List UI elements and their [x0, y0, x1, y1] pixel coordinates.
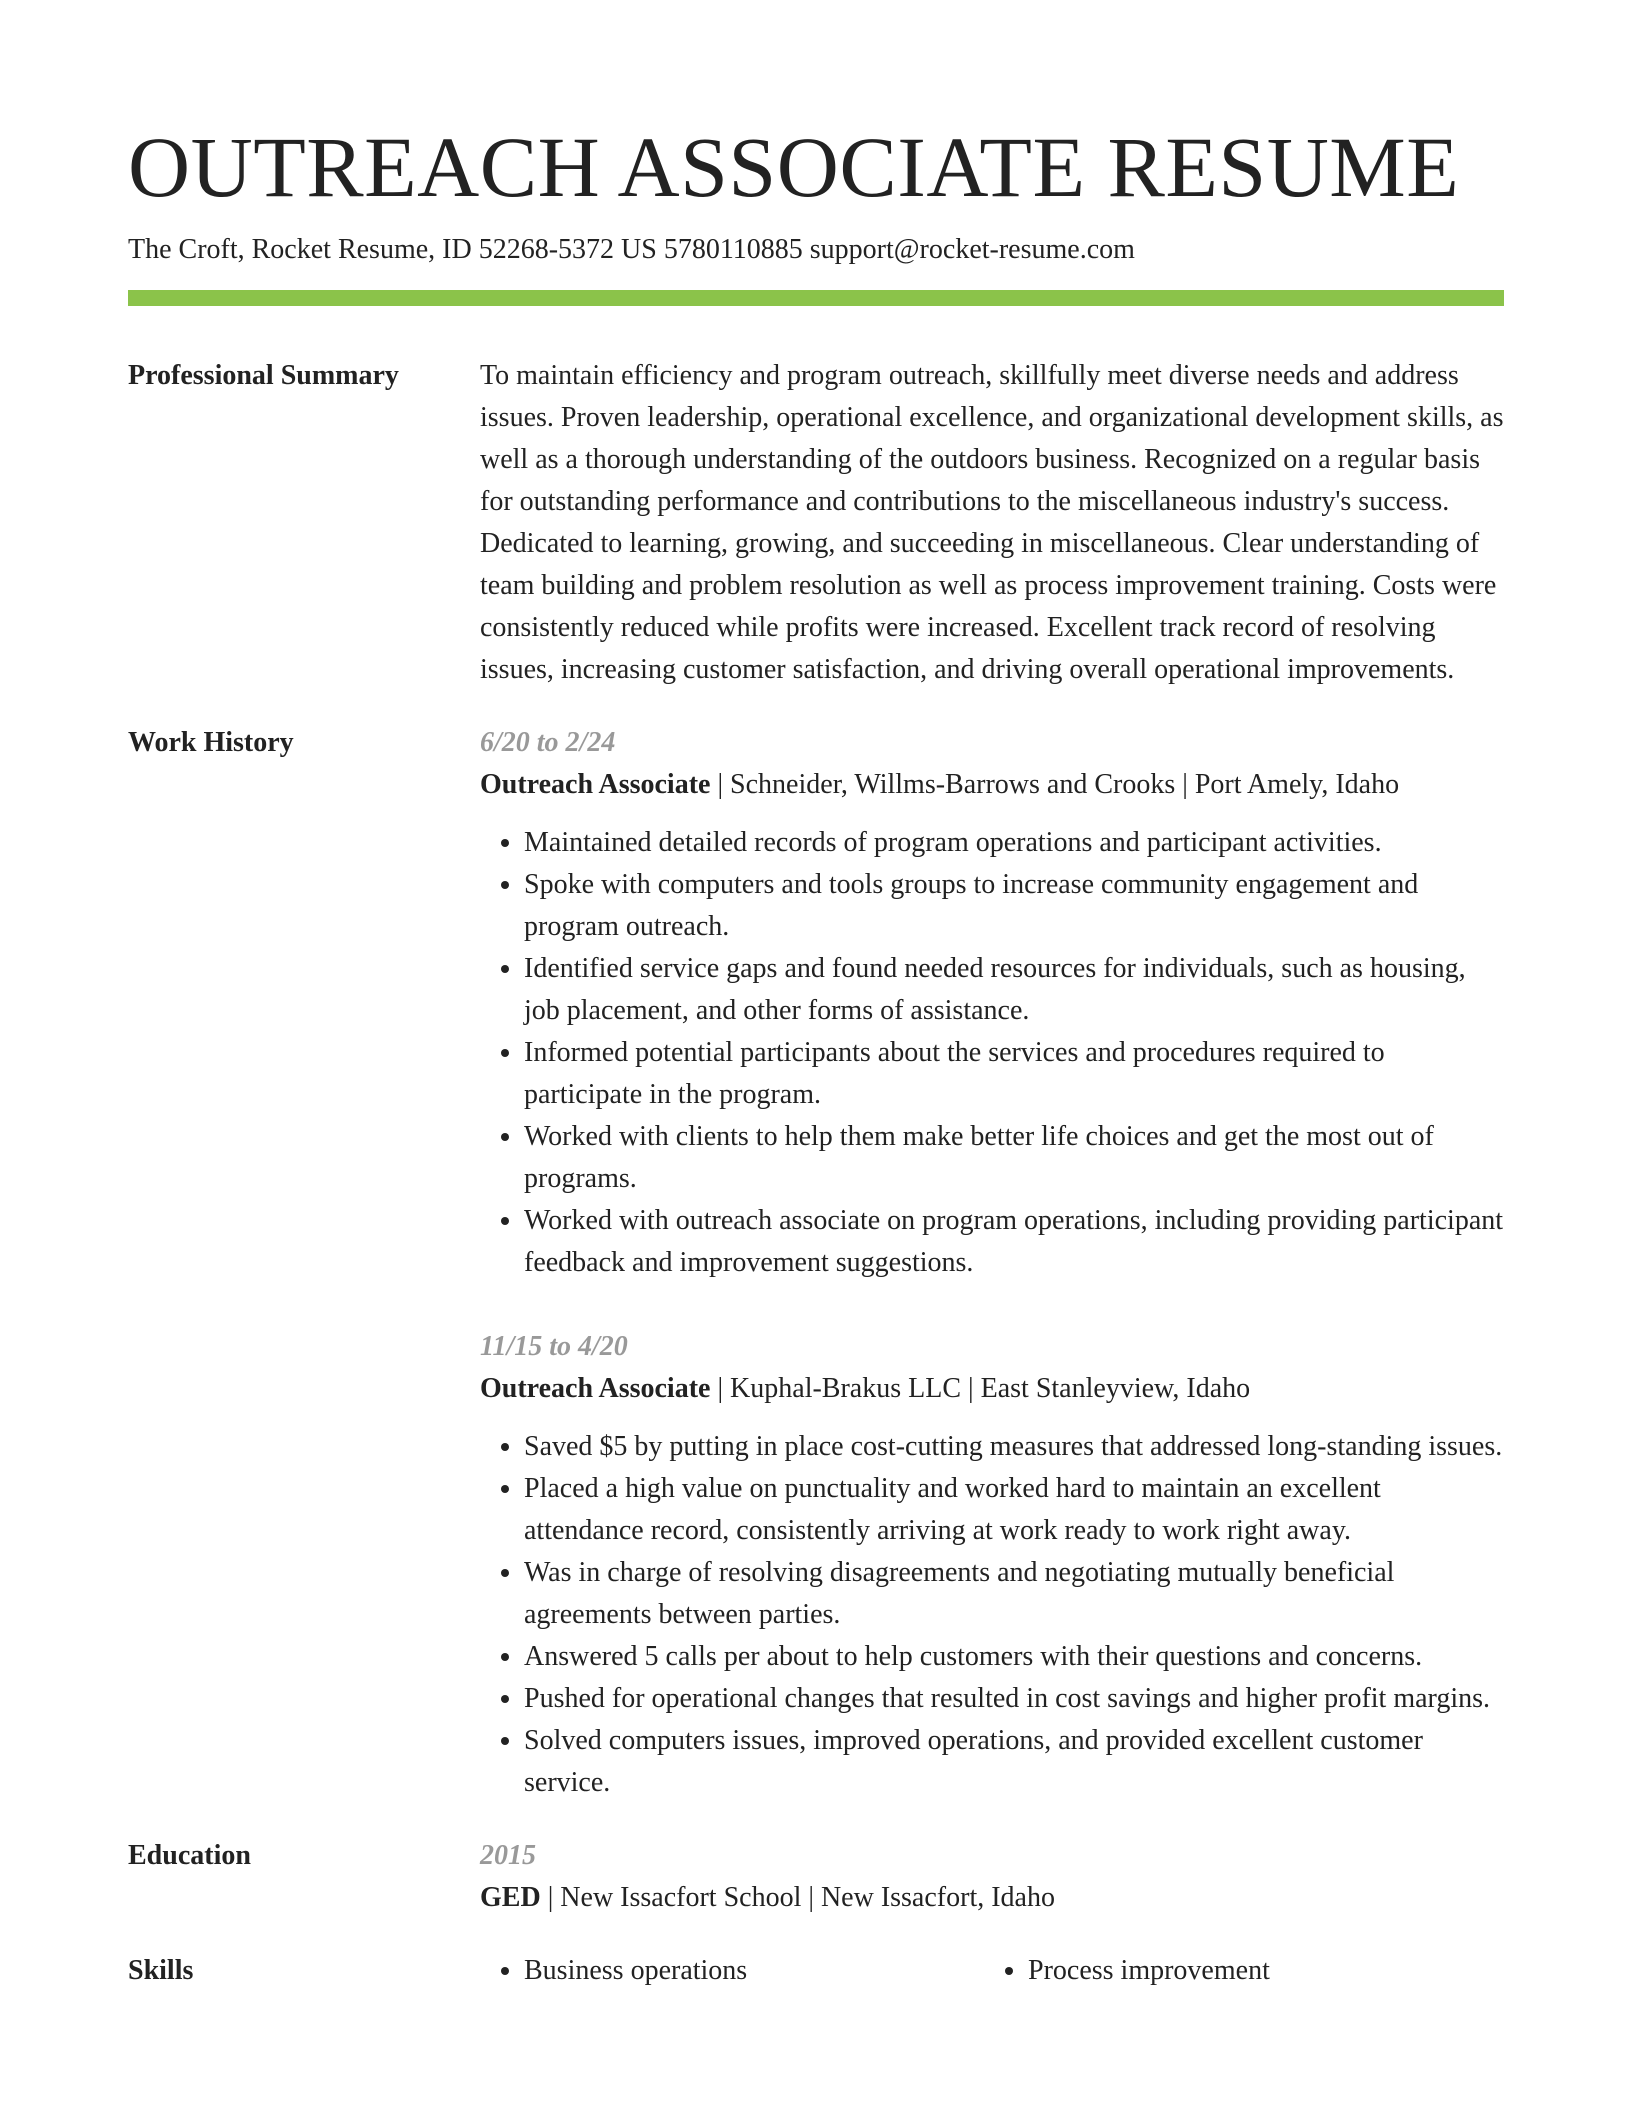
job-dates: 11/15 to 4/20 [480, 1331, 628, 1362]
skills-column [480, 1950, 984, 1992]
job-dates: 6/20 to 2/24 [480, 727, 616, 758]
skills-column [984, 1950, 1488, 1992]
list-item: • Answered 5 calls per about to help customers with their questions and concerns. [524, 1636, 1504, 1678]
list-item: • Was in charge of resolving disagreements and negotiating mutually beneficial agreements between parties. [524, 1552, 1504, 1636]
list-item: • Pushed for operational changes that resulted in cost savings and higher profit margins. [524, 1678, 1504, 1720]
job-details: | Kuphal-Brakus LLC | East Stanleyview, Idaho [710, 1373, 1251, 1404]
section-label: Professional Summary [128, 360, 399, 391]
education-section [128, 1835, 1504, 1919]
list-item: • Placed a high value on punctuality and worked hard to maintain an excellent attendance record, consistently arriving at work ready to work right away. [524, 1468, 1504, 1552]
resume-page [128, 112, 1504, 1992]
degree: GED [480, 1882, 541, 1913]
education-year: 2015 [480, 1840, 536, 1871]
work-history-body [480, 722, 1504, 1804]
education-heading [480, 1877, 1504, 1919]
skills-section [128, 1950, 1504, 1992]
job-heading [480, 764, 1504, 806]
job-bullets [480, 1426, 1504, 1804]
section-label: Work History [128, 727, 294, 758]
job-entry [480, 722, 1504, 1284]
accent-divider [128, 290, 1504, 306]
job-bullets [480, 822, 1504, 1284]
education-details: | New Issacfort School | New Issacfort, Idaho [540, 1882, 1055, 1913]
skill-item: • Business operations [524, 1950, 984, 1992]
work-history-section [128, 722, 1504, 1804]
list-item: • Spoke with computers and tools groups to increase community engagement and program outreach. [524, 864, 1504, 948]
job-title: Outreach Associate [480, 769, 711, 800]
professional-summary-section [128, 355, 1504, 691]
education-body [480, 1835, 1504, 1919]
section-label: Skills [128, 1955, 194, 1986]
list-item: • Saved $5 by putting in place cost-cutting measures that addressed long-standing issues. [524, 1426, 1504, 1468]
resume-title: OUTREACH ASSOCIATE RESUME [128, 119, 1460, 215]
skill-item: • Process improvement [1028, 1950, 1488, 1992]
contact-info: The Croft, Rocket Resume, ID 52268-5372 US 5780110885 support@rocket-resume.com [128, 234, 1135, 265]
job-title: Outreach Associate [480, 1373, 711, 1404]
skills-body [480, 1950, 1504, 1992]
job-details: | Schneider, Willms-Barrows and Crooks | Port Amely, Idaho [710, 769, 1400, 800]
list-item: • Worked with outreach associate on program operations, including providing participant feedback and improvement suggestions. [524, 1200, 1504, 1284]
list-item: • Worked with clients to help them make better life choices and get the most out of programs. [524, 1116, 1504, 1200]
list-item: • Identified service gaps and found needed resources for individuals, such as housing, job placement, and other forms of assistance. [524, 948, 1504, 1032]
list-item: • Maintained detailed records of program operations and participant activities. [524, 822, 1504, 864]
job-heading [480, 1368, 1504, 1410]
list-item: • Informed potential participants about the services and procedures required to participate in the program. [524, 1032, 1504, 1116]
job-entry [480, 1326, 1504, 1804]
list-item: • Solved computers issues, improved operations, and provided excellent customer service. [524, 1720, 1504, 1804]
summary-text: To maintain efficiency and program outreach, skillfully meet diverse needs and address issues. Proven leadership, operational excellence, and organizational development skills, as well as a thorough understanding of the outdoors business. Recognized on a regular basis for outstanding performance and contributions to the miscellaneous industry's success. Dedicated to learning, growing, and succeeding in miscellaneous. Clear understanding of team building and problem resolution as well as process improvement training. Costs were consistently reduced while profits were increased. Excellent track record of resolving issues, increasing customer satisfaction, and driving overall operational improvements. [480, 360, 1504, 685]
section-label: Education [128, 1840, 251, 1871]
